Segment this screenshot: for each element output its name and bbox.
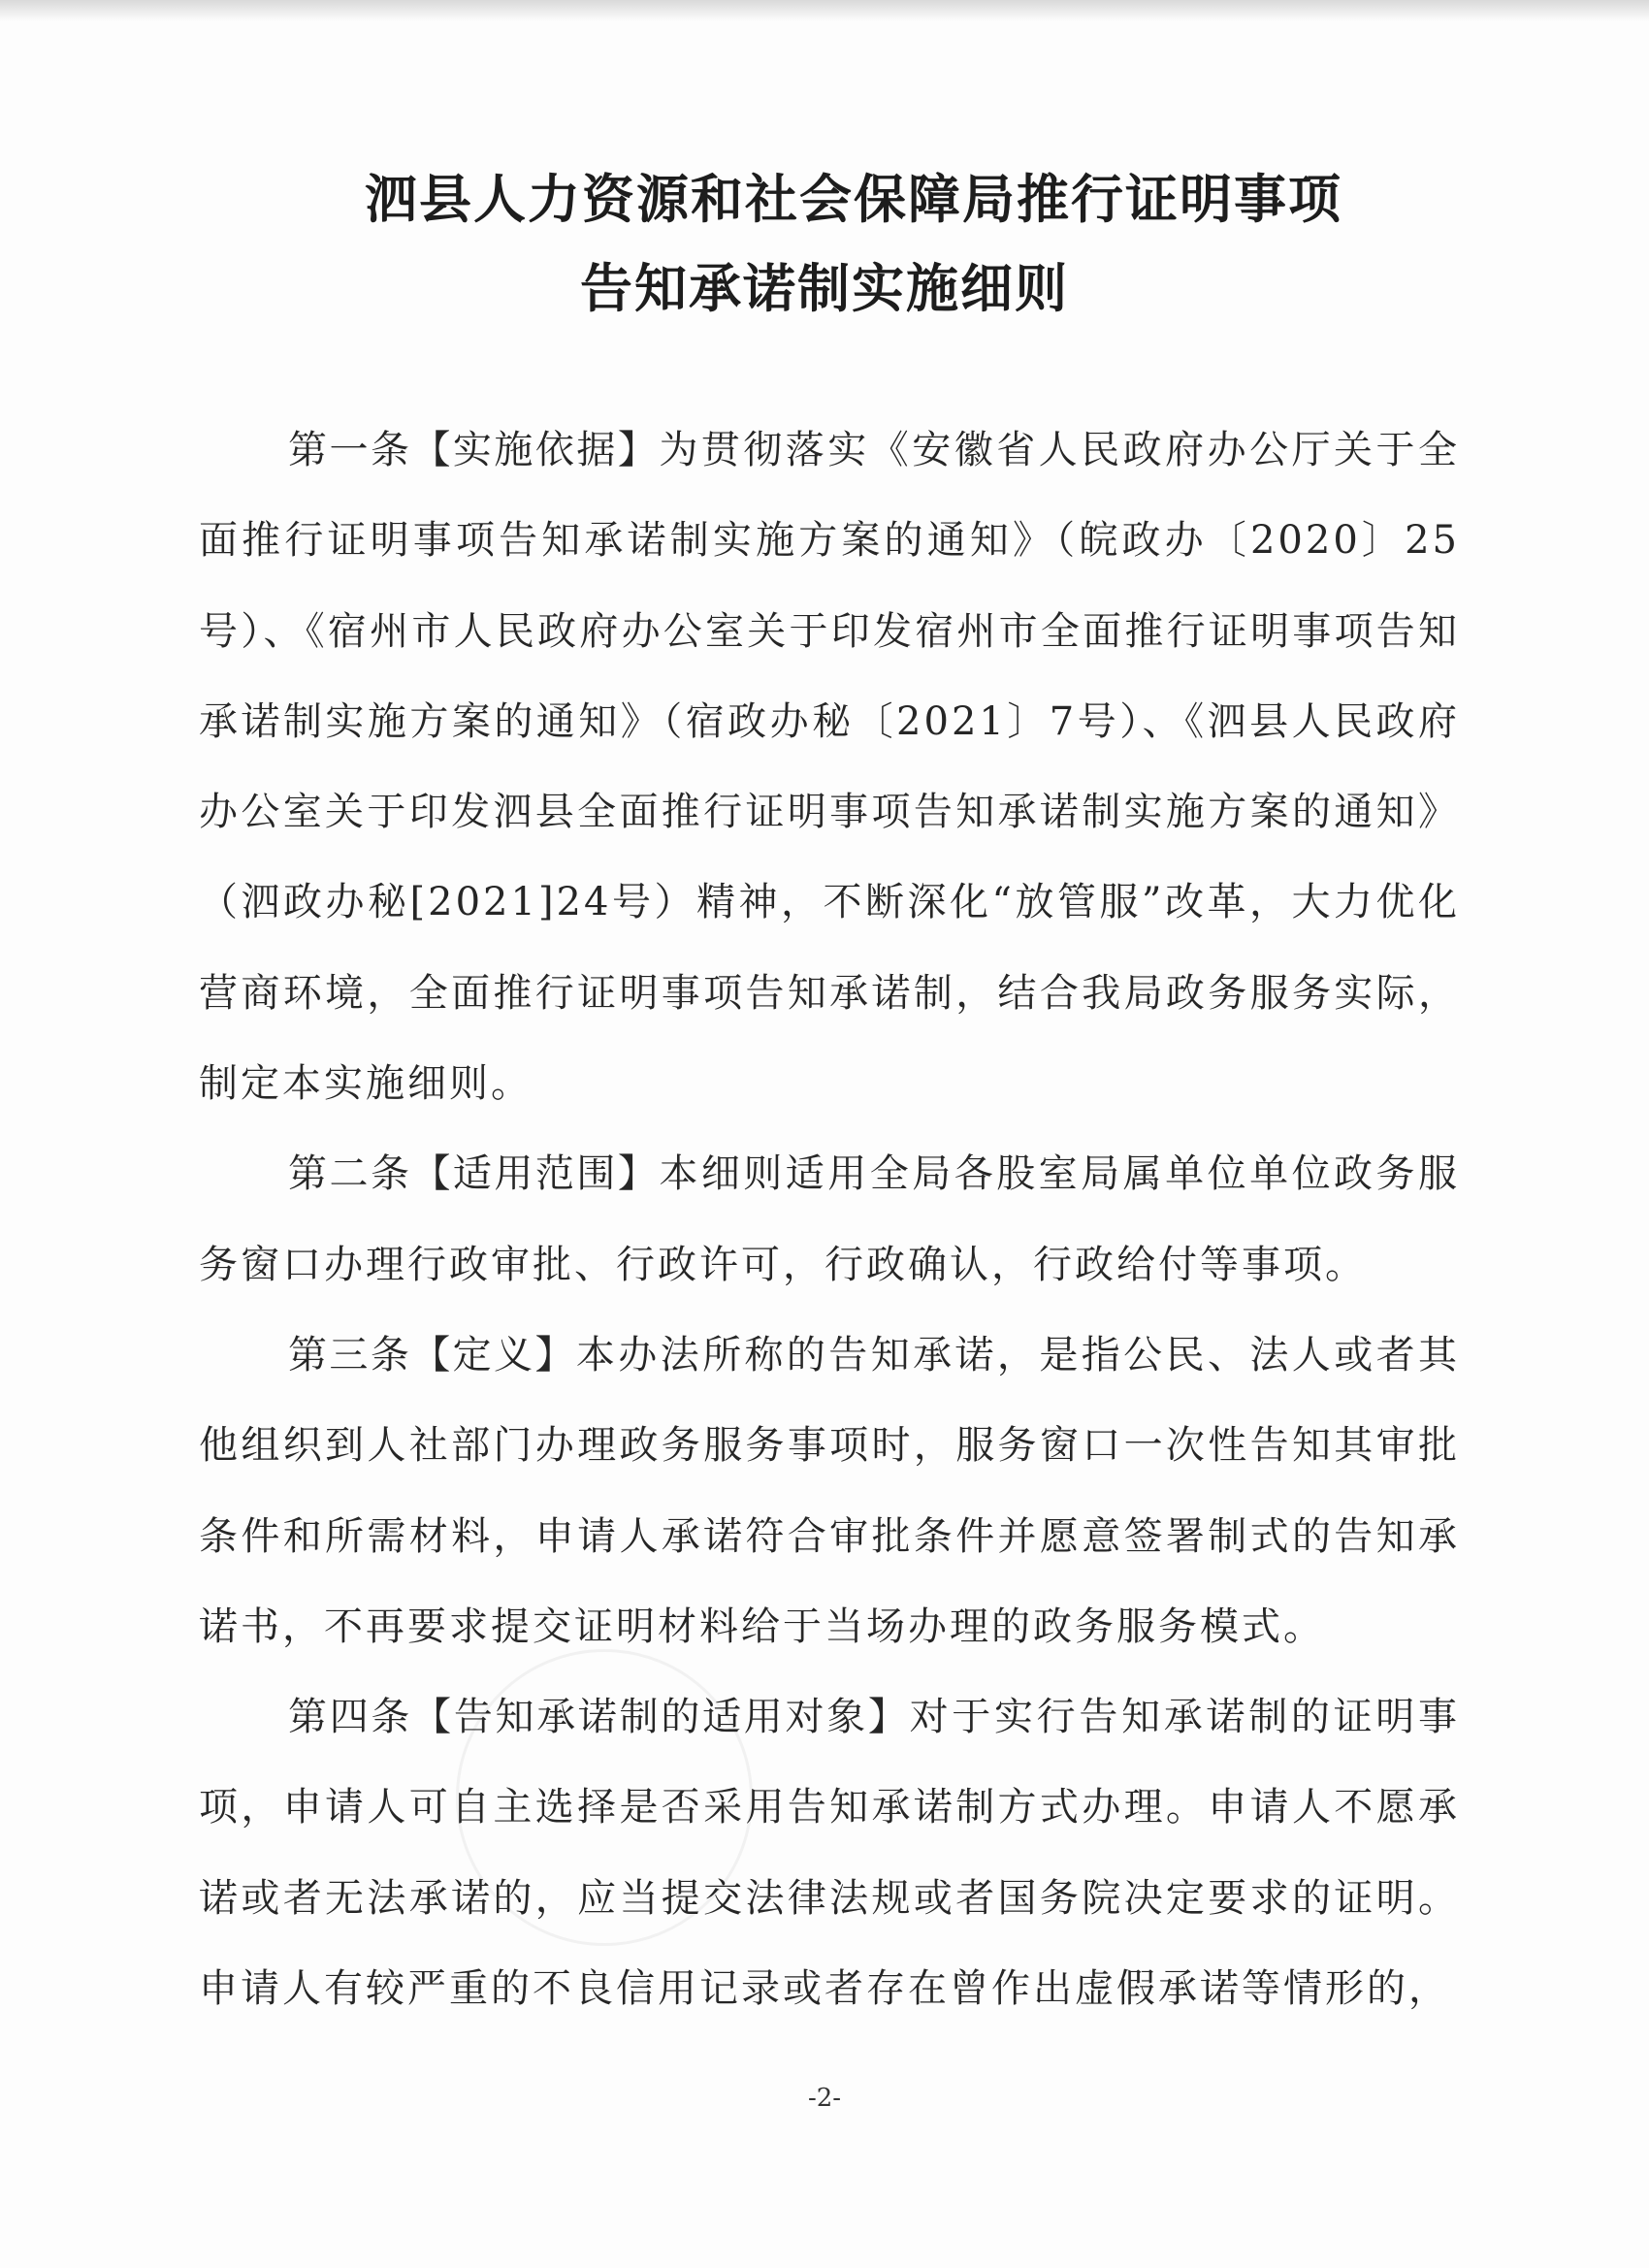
article-4	[199, 1672, 1460, 2034]
article-1	[199, 405, 1460, 1129]
title-line-2: 告知承诺制实施细则	[580, 258, 1069, 319]
article-heading: 第三条【定义】	[288, 1332, 576, 1377]
document-title	[0, 155, 1649, 334]
article-3	[199, 1311, 1460, 1672]
article-text: 本细则适用全局各股室局属单位单位政务服务窗口办理行政审批、行政许可，行政确认，行政给付等事项。	[199, 1151, 1461, 1287]
title-line-1: 泗县人力资源和社会保障局推行证明事项	[365, 169, 1342, 230]
article-text: 为贯彻落实《安徽省人民政府办公厅关于全面推行证明事项告知承诺制实施方案的通知》（皖政办〔2020〕25号）、《宿州市人民政府办公室关于印发宿州市全面推行证明事项告知承诺制实施方案的通知》（宿政办秘〔2021〕7号）、《泗县人民政府办公室关于印发泗县全面推行证明事项告知承诺制实施方案的通知》（泗政办秘[2021]24号）精神，不断深化“放管服”改革，大力优化营商环境，全面推行证明事项告知承诺制，结合我局政务服务实际，制定本实施细则。	[199, 428, 1461, 1107]
scan-edge-shadow	[0, 0, 1649, 21]
document-body	[199, 405, 1460, 2034]
page-number: -2-	[807, 2084, 842, 2113]
article-2	[199, 1129, 1460, 1311]
article-heading: 第二条【适用范围】	[288, 1151, 660, 1197]
article-heading: 第四条【告知承诺制的适用对象】	[288, 1695, 910, 1740]
article-text: 对于实行告知承诺制的证明事项，申请人可自主选择是否采用告知承诺制方式办理。申请人不愿承诺或者无法承诺的，应当提交法律法规或者国务院决定要求的证明。申请人有较严重的不良信用记录或者存在曾作出虚假承诺等情形的，	[199, 1695, 1461, 2012]
article-heading: 第一条【实施依据】	[288, 428, 660, 472]
article-text: 本办法所称的告知承诺，是指公民、法人或者其他组织到人社部门办理政务服务事项时，服务窗口一次性告知其审批条件和所需材料，申请人承诺符合审批条件并愿意签署制式的告知承诺书，不再要求提交证明材料给于当场办理的政务服务模式。	[199, 1332, 1461, 1649]
